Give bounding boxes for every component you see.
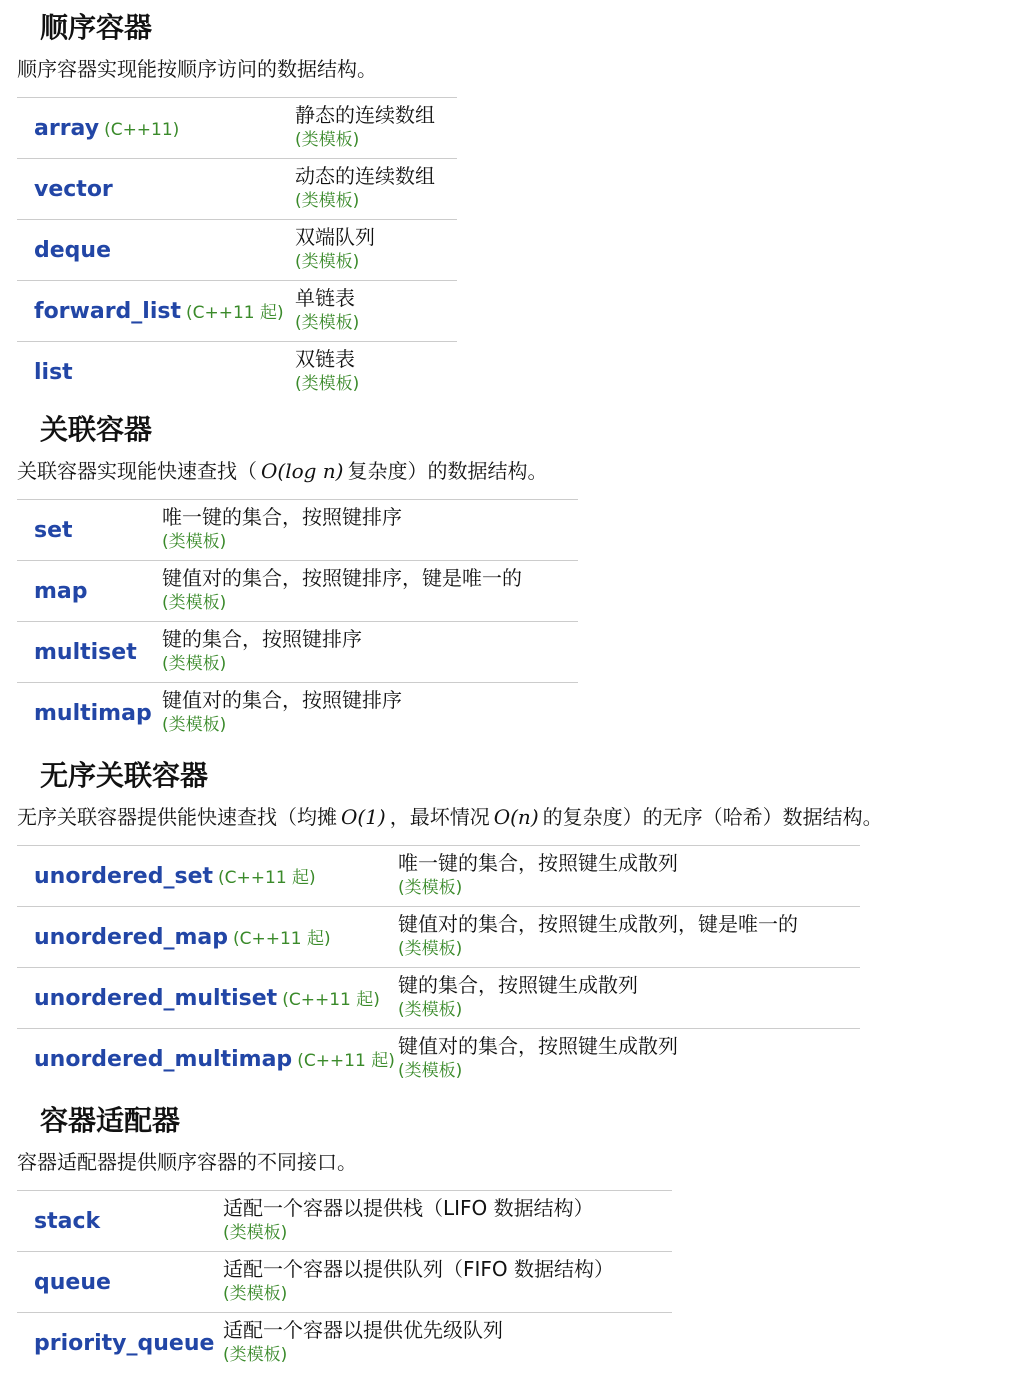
description-text: 的复杂度）的无序（哈希）数据结构。 (543, 805, 883, 829)
container-description: 动态的连续数组 (295, 163, 457, 189)
container-kind: (类模板) (162, 530, 578, 554)
container-name-cell (17, 846, 398, 907)
table-row (17, 683, 578, 744)
container-link[interactable]: vector (34, 177, 113, 202)
container-description: 适配一个容器以提供队列（FIFO 数据结构） (223, 1256, 672, 1282)
table-row (17, 846, 860, 907)
container-description: 键值对的集合，按照键排序 (162, 687, 578, 713)
container-description-cell (295, 220, 457, 281)
description-text: 无序关联容器提供能快速查找（均摊 (17, 805, 337, 829)
container-description-cell (223, 1313, 672, 1373)
version-badge: (C++11 起) (233, 929, 331, 949)
description-text: 关联容器实现能快速查找（ (17, 459, 257, 483)
container-link[interactable]: unordered_multiset (34, 986, 277, 1011)
version-badge: (C++11 起) (218, 868, 316, 888)
section-title: 关联容器 (40, 410, 152, 450)
container-table (17, 845, 860, 1089)
container-description-cell (162, 500, 578, 561)
container-kind: (类模板) (295, 128, 457, 152)
container-description: 单链表 (295, 285, 457, 311)
container-name-cell (17, 968, 398, 1029)
container-description: 键值对的集合，按照键排序，键是唯一的 (162, 565, 578, 591)
container-kind: (类模板) (398, 998, 860, 1022)
container-link[interactable]: forward_list (34, 299, 181, 324)
table-row (17, 1252, 672, 1313)
container-link[interactable]: stack (34, 1209, 100, 1234)
section-description (17, 802, 883, 832)
table-row (17, 159, 457, 220)
container-name-cell (17, 561, 162, 622)
container-table (17, 499, 578, 743)
section-title: 容器适配器 (40, 1101, 180, 1141)
container-description-cell (398, 846, 860, 907)
container-description-cell (162, 561, 578, 622)
container-link[interactable]: array (34, 116, 99, 141)
container-name-cell (17, 1029, 398, 1090)
table-row (17, 98, 457, 159)
section-title: 顺序容器 (40, 8, 152, 48)
container-table (17, 97, 457, 402)
container-description: 唯一键的集合，按照键生成散列 (398, 850, 860, 876)
container-description-cell (162, 622, 578, 683)
container-name-cell (17, 159, 295, 220)
container-link[interactable]: queue (34, 1270, 111, 1295)
container-kind: (类模板) (295, 250, 457, 274)
container-description: 双端队列 (295, 224, 457, 250)
table-row (17, 342, 457, 403)
table-row (17, 561, 578, 622)
container-description: 键的集合，按照键生成散列 (398, 972, 860, 998)
container-kind: (类模板) (295, 311, 457, 335)
section-description (17, 456, 547, 486)
complexity-notation: O(n) (494, 805, 539, 829)
container-name-cell (17, 220, 295, 281)
container-description-cell (162, 683, 578, 744)
container-description-cell (223, 1252, 672, 1313)
container-kind: (类模板) (162, 591, 578, 615)
complexity-notation: O(log n) (261, 459, 343, 483)
table-row (17, 1029, 860, 1090)
container-name-cell (17, 683, 162, 744)
complexity-notation: O(1) (341, 805, 386, 829)
container-kind: (类模板) (162, 713, 578, 737)
section-description (17, 54, 377, 84)
container-link[interactable]: list (34, 360, 73, 385)
container-name-cell (17, 1252, 223, 1313)
table-row (17, 968, 860, 1029)
container-description-cell (398, 1029, 860, 1090)
version-badge: (C++11) (104, 120, 179, 140)
container-name-cell (17, 622, 162, 683)
table-row (17, 281, 457, 342)
version-badge: (C++11 起) (186, 303, 284, 323)
container-kind: (类模板) (223, 1343, 672, 1367)
container-description-cell (398, 968, 860, 1029)
container-description: 键值对的集合，按照键生成散列，键是唯一的 (398, 911, 860, 937)
container-name-cell (17, 342, 295, 403)
container-description: 静态的连续数组 (295, 102, 457, 128)
container-kind: (类模板) (295, 189, 457, 213)
container-name-cell (17, 98, 295, 159)
version-badge: (C++11 起) (297, 1051, 395, 1071)
description-text: 复杂度）的数据结构。 (347, 459, 547, 483)
container-table (17, 1190, 672, 1373)
container-kind: (类模板) (223, 1221, 672, 1245)
container-description: 适配一个容器以提供优先级队列 (223, 1317, 672, 1343)
container-link[interactable]: set (34, 518, 73, 543)
container-kind: (类模板) (223, 1282, 672, 1306)
description-text: 容器适配器提供顺序容器的不同接口。 (17, 1150, 357, 1174)
container-description-cell (295, 159, 457, 220)
description-text: ，最坏情况 (390, 805, 490, 829)
container-link[interactable]: map (34, 579, 88, 604)
container-description-cell (223, 1191, 672, 1252)
table-row (17, 907, 860, 968)
container-name-cell (17, 1191, 223, 1252)
container-description-cell (295, 98, 457, 159)
table-row (17, 220, 457, 281)
container-description: 键的集合，按照键排序 (162, 626, 578, 652)
version-badge: (C++11 起) (282, 990, 380, 1010)
table-row (17, 500, 578, 561)
container-link[interactable]: priority_queue (34, 1331, 214, 1356)
section-title: 无序关联容器 (40, 756, 208, 796)
container-link[interactable]: multiset (34, 640, 137, 665)
container-name-cell (17, 500, 162, 561)
container-name-cell (17, 1313, 223, 1373)
container-kind: (类模板) (398, 937, 860, 961)
table-row (17, 1313, 672, 1373)
container-kind: (类模板) (398, 876, 860, 900)
container-link[interactable]: deque (34, 238, 111, 263)
table-row (17, 622, 578, 683)
container-description: 唯一键的集合，按照键排序 (162, 504, 578, 530)
container-description-cell (398, 907, 860, 968)
section-description (17, 1147, 357, 1177)
container-description-cell (295, 281, 457, 342)
container-description-cell (295, 342, 457, 403)
container-link[interactable]: unordered_map (34, 925, 228, 950)
description-text: 顺序容器实现能按顺序访问的数据结构。 (17, 57, 377, 81)
container-kind: (类模板) (295, 372, 457, 396)
container-link[interactable]: multimap (34, 701, 152, 726)
container-link[interactable]: unordered_multimap (34, 1047, 292, 1072)
container-description: 适配一个容器以提供栈（LIFO 数据结构） (223, 1195, 672, 1221)
container-name-cell (17, 907, 398, 968)
container-description: 键值对的集合，按照键生成散列 (398, 1033, 860, 1059)
container-kind: (类模板) (398, 1059, 860, 1083)
container-description: 双链表 (295, 346, 457, 372)
container-kind: (类模板) (162, 652, 578, 676)
table-row (17, 1191, 672, 1252)
container-link[interactable]: unordered_set (34, 864, 213, 889)
container-name-cell (17, 281, 295, 342)
